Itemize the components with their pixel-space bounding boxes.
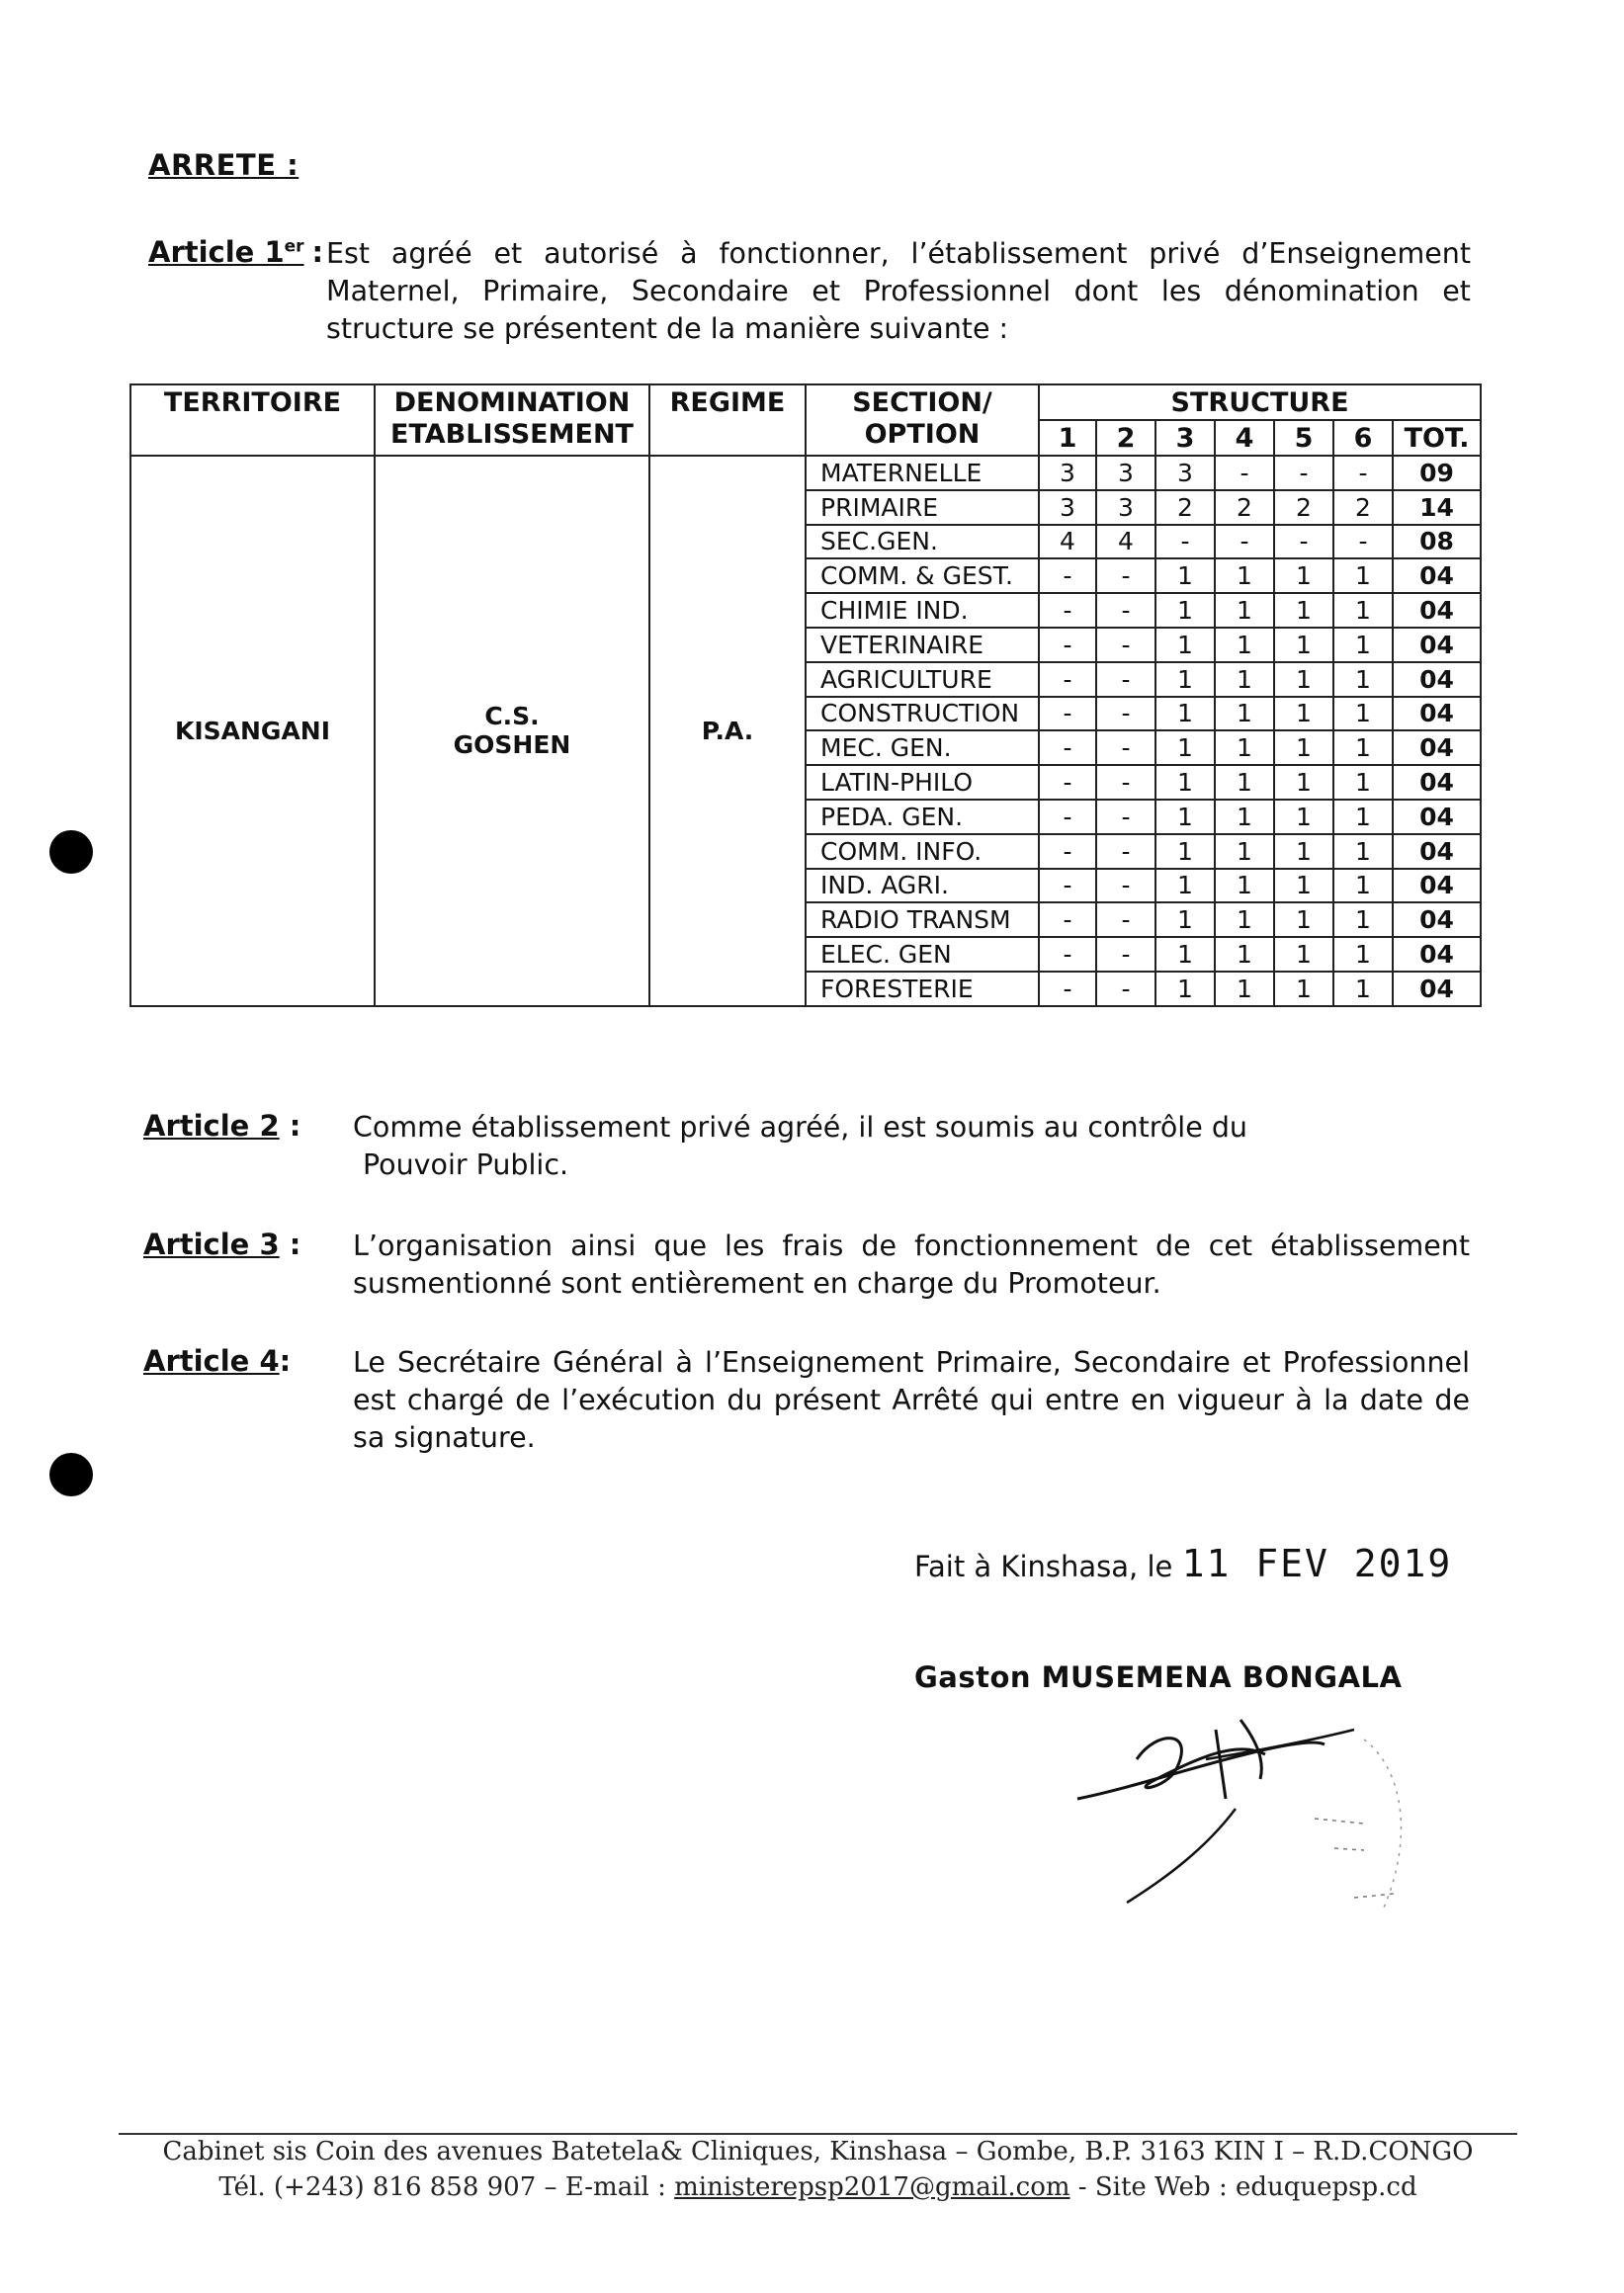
cell-total: 04 bbox=[1393, 730, 1481, 765]
cell-option: CHIMIE IND. bbox=[806, 593, 1039, 628]
cell-year-4: 1 bbox=[1215, 628, 1274, 662]
cell-option: AGRICULTURE bbox=[806, 662, 1039, 697]
cell-year-6: 1 bbox=[1333, 765, 1393, 800]
cell-year-3: 1 bbox=[1155, 937, 1215, 972]
cell-year-6: 1 bbox=[1333, 972, 1393, 1006]
cell-year-5: 1 bbox=[1274, 800, 1333, 834]
article-4-label: Article 4: bbox=[143, 1344, 292, 1378]
cell-year-1: - bbox=[1039, 730, 1096, 765]
cell-year-4: 1 bbox=[1215, 662, 1274, 697]
cell-year-2: 3 bbox=[1096, 490, 1155, 525]
cell-option: COMM. & GEST. bbox=[806, 558, 1039, 593]
punch-hole-bottom bbox=[49, 1453, 93, 1496]
cell-year-1: - bbox=[1039, 902, 1096, 937]
cell-year-2: 4 bbox=[1096, 525, 1155, 559]
cell-year-5: 1 bbox=[1274, 765, 1333, 800]
cell-year-4: 1 bbox=[1215, 697, 1274, 731]
cell-year-1: - bbox=[1039, 765, 1096, 800]
cell-year-6: 1 bbox=[1333, 869, 1393, 903]
cell-year-5: 1 bbox=[1274, 697, 1333, 731]
cell-year-2: - bbox=[1096, 697, 1155, 731]
cell-year-2: - bbox=[1096, 628, 1155, 662]
cell-year-1: 3 bbox=[1039, 456, 1096, 490]
cell-option: PRIMAIRE bbox=[806, 490, 1039, 525]
cell-year-1: - bbox=[1039, 972, 1096, 1006]
footer-address: Cabinet sis Coin des avenues Batetela& Cliniques, Kinshasa – Gombe, B.P. 3163 KIN I – R.D.CONGO bbox=[162, 2137, 1474, 2166]
cell-year-6: 1 bbox=[1333, 902, 1393, 937]
cell-total: 04 bbox=[1393, 902, 1481, 937]
cell-year-3: 1 bbox=[1155, 697, 1215, 731]
cell-year-6: 1 bbox=[1333, 628, 1393, 662]
cell-year-4: 1 bbox=[1215, 558, 1274, 593]
cell-year-2: - bbox=[1096, 558, 1155, 593]
cell-option: SEC.GEN. bbox=[806, 525, 1039, 559]
cell-year-4: 1 bbox=[1215, 730, 1274, 765]
cell-year-3: 1 bbox=[1155, 869, 1215, 903]
header-col-3: 3 bbox=[1155, 420, 1215, 456]
punch-hole-top bbox=[49, 830, 93, 874]
cell-year-5: 1 bbox=[1274, 972, 1333, 1006]
cell-year-3: 3 bbox=[1155, 456, 1215, 490]
cell-year-3: 2 bbox=[1155, 490, 1215, 525]
cell-year-4: 2 bbox=[1215, 490, 1274, 525]
cell-total: 04 bbox=[1393, 869, 1481, 903]
cell-option: VETERINAIRE bbox=[806, 628, 1039, 662]
cell-total: 08 bbox=[1393, 525, 1481, 559]
cell-total: 04 bbox=[1393, 662, 1481, 697]
cell-year-2: - bbox=[1096, 902, 1155, 937]
cell-option: ELEC. GEN bbox=[806, 937, 1039, 972]
cell-year-6: 1 bbox=[1333, 730, 1393, 765]
header-col-2: 2 bbox=[1096, 420, 1155, 456]
article-2-text: Comme établissement privé agréé, il est soumis au contrôle du Pouvoir Public. bbox=[353, 1111, 1247, 1181]
cell-year-1: - bbox=[1039, 662, 1096, 697]
cell-year-4: 1 bbox=[1215, 800, 1274, 834]
cell-year-5: 1 bbox=[1274, 869, 1333, 903]
cell-option: IND. AGRI. bbox=[806, 869, 1039, 903]
cell-year-2: - bbox=[1096, 972, 1155, 1006]
cell-total: 04 bbox=[1393, 765, 1481, 800]
header-col-1: 1 bbox=[1039, 420, 1096, 456]
article-3-label: Article 3 : bbox=[143, 1228, 301, 1261]
article-3-text: L’organisation ainsi que les frais de fonctionnement de cet établissement susmentionné sont entièrement en charge du Promoteur. bbox=[353, 1230, 1470, 1300]
handwritten-signature bbox=[1068, 1700, 1423, 1937]
cell-year-4: - bbox=[1215, 456, 1274, 490]
header-structure: STRUCTURE bbox=[1039, 384, 1481, 420]
header-territoire: TERRITOIRE bbox=[130, 384, 375, 456]
header-regime: REGIME bbox=[649, 384, 806, 456]
header-section-option: SECTION/ OPTION bbox=[806, 384, 1039, 456]
signoff-place-date: Fait à Kinshasa, le 11 FEV 2019 bbox=[914, 1542, 1453, 1585]
table-row bbox=[130, 456, 1481, 490]
cell-year-5: 1 bbox=[1274, 902, 1333, 937]
article-1-label: Article 1er : bbox=[148, 235, 324, 269]
cell-option: FORESTERIE bbox=[806, 972, 1039, 1006]
cell-year-3: 1 bbox=[1155, 972, 1215, 1006]
cell-year-6: 1 bbox=[1333, 662, 1393, 697]
cell-year-2: - bbox=[1096, 869, 1155, 903]
cell-year-5: 1 bbox=[1274, 628, 1333, 662]
cell-year-3: 1 bbox=[1155, 765, 1215, 800]
cell-year-5: - bbox=[1274, 456, 1333, 490]
cell-year-5: 1 bbox=[1274, 662, 1333, 697]
cell-year-3: 1 bbox=[1155, 730, 1215, 765]
cell-option: CONSTRUCTION bbox=[806, 697, 1039, 731]
cell-year-6: 1 bbox=[1333, 834, 1393, 869]
cell-year-2: - bbox=[1096, 765, 1155, 800]
header-col-5: 5 bbox=[1274, 420, 1333, 456]
cell-year-1: - bbox=[1039, 937, 1096, 972]
cell-year-5: 1 bbox=[1274, 937, 1333, 972]
cell-year-4: 1 bbox=[1215, 765, 1274, 800]
cell-option: PEDA. GEN. bbox=[806, 800, 1039, 834]
cell-year-4: 1 bbox=[1215, 834, 1274, 869]
signer-name: Gaston MUSEMENA BONGALA bbox=[914, 1660, 1403, 1694]
cell-year-3: 1 bbox=[1155, 593, 1215, 628]
cell-year-6: 1 bbox=[1333, 937, 1393, 972]
cell-year-1: - bbox=[1039, 800, 1096, 834]
header-col-4: 4 bbox=[1215, 420, 1274, 456]
cell-year-3: 1 bbox=[1155, 902, 1215, 937]
cell-year-3: - bbox=[1155, 525, 1215, 559]
article-2-label: Article 2 : bbox=[143, 1109, 301, 1143]
header-col-tot: TOT. bbox=[1393, 420, 1481, 456]
cell-year-2: - bbox=[1096, 593, 1155, 628]
article-4-text: Le Secrétaire Général à l’Enseignement Primaire, Secondaire et Professionnel est chargé de l’exécution du présent Arrêté qui entre en vigueur à la date de sa signature. bbox=[353, 1346, 1470, 1454]
cell-year-2: - bbox=[1096, 937, 1155, 972]
cell-denomination: C.S. GOSHEN bbox=[375, 456, 649, 1006]
cell-year-5: 1 bbox=[1274, 558, 1333, 593]
cell-year-1: - bbox=[1039, 834, 1096, 869]
cell-year-6: - bbox=[1333, 456, 1393, 490]
header-col-6: 6 bbox=[1333, 420, 1393, 456]
cell-year-3: 1 bbox=[1155, 800, 1215, 834]
cell-year-6: 2 bbox=[1333, 490, 1393, 525]
cell-option: MATERNELLE bbox=[806, 456, 1039, 490]
cell-year-2: - bbox=[1096, 800, 1155, 834]
cell-year-2: - bbox=[1096, 834, 1155, 869]
cell-territoire: KISANGANI bbox=[130, 456, 375, 1006]
cell-year-4: 1 bbox=[1215, 937, 1274, 972]
cell-year-3: 1 bbox=[1155, 662, 1215, 697]
cell-total: 04 bbox=[1393, 558, 1481, 593]
cell-year-6: - bbox=[1333, 525, 1393, 559]
article-1-text: Est agréé et autorisé à fonctionner, l’établissement privé d’Enseignement Maternel, Primaire, Secondaire et Professionnel dont les dénomination et structure se présentent de la manière suivante : bbox=[326, 237, 1471, 345]
footer-divider bbox=[119, 2133, 1517, 2135]
cell-year-3: 1 bbox=[1155, 628, 1215, 662]
cell-year-1: 3 bbox=[1039, 490, 1096, 525]
cell-total: 04 bbox=[1393, 628, 1481, 662]
cell-year-1: - bbox=[1039, 869, 1096, 903]
cell-total: 04 bbox=[1393, 937, 1481, 972]
cell-year-1: - bbox=[1039, 628, 1096, 662]
cell-total: 14 bbox=[1393, 490, 1481, 525]
cell-option: COMM. INFO. bbox=[806, 834, 1039, 869]
cell-year-2: 3 bbox=[1096, 456, 1155, 490]
cell-year-6: 1 bbox=[1333, 697, 1393, 731]
cell-year-2: - bbox=[1096, 730, 1155, 765]
cell-total: 04 bbox=[1393, 800, 1481, 834]
cell-year-4: 1 bbox=[1215, 902, 1274, 937]
cell-total: 09 bbox=[1393, 456, 1481, 490]
cell-year-1: - bbox=[1039, 558, 1096, 593]
cell-year-6: 1 bbox=[1333, 800, 1393, 834]
cell-year-4: - bbox=[1215, 525, 1274, 559]
cell-total: 04 bbox=[1393, 593, 1481, 628]
cell-year-5: 2 bbox=[1274, 490, 1333, 525]
cell-year-5: 1 bbox=[1274, 593, 1333, 628]
cell-year-5: - bbox=[1274, 525, 1333, 559]
arrete-heading: ARRETE : bbox=[148, 148, 299, 182]
footer-email[interactable]: ministerepsp2017@gmail.com bbox=[674, 2172, 1070, 2202]
cell-total: 04 bbox=[1393, 972, 1481, 1006]
cell-year-5: 1 bbox=[1274, 834, 1333, 869]
cell-option: MEC. GEN. bbox=[806, 730, 1039, 765]
cell-year-1: 4 bbox=[1039, 525, 1096, 559]
cell-year-3: 1 bbox=[1155, 558, 1215, 593]
cell-year-3: 1 bbox=[1155, 834, 1215, 869]
cell-year-1: - bbox=[1039, 593, 1096, 628]
footer-contact: Tél. (+243) 816 858 907 – E-mail : ministerepsp2017@gmail.com - Site Web : eduquepsp.cd bbox=[218, 2172, 1417, 2202]
cell-year-6: 1 bbox=[1333, 558, 1393, 593]
cell-year-1: - bbox=[1039, 697, 1096, 731]
cell-year-4: 1 bbox=[1215, 869, 1274, 903]
cell-year-6: 1 bbox=[1333, 593, 1393, 628]
cell-option: LATIN-PHILO bbox=[806, 765, 1039, 800]
cell-year-2: - bbox=[1096, 662, 1155, 697]
structure-table bbox=[129, 383, 1482, 1007]
signoff-date-stamp: 11 FEV 2019 bbox=[1181, 1542, 1453, 1585]
cell-regime: P.A. bbox=[649, 456, 806, 1006]
cell-total: 04 bbox=[1393, 834, 1481, 869]
header-denomination: DENOMINATION ETABLISSEMENT bbox=[375, 384, 649, 456]
cell-total: 04 bbox=[1393, 697, 1481, 731]
cell-option: RADIO TRANSM bbox=[806, 902, 1039, 937]
cell-year-4: 1 bbox=[1215, 593, 1274, 628]
cell-year-4: 1 bbox=[1215, 972, 1274, 1006]
cell-year-5: 1 bbox=[1274, 730, 1333, 765]
